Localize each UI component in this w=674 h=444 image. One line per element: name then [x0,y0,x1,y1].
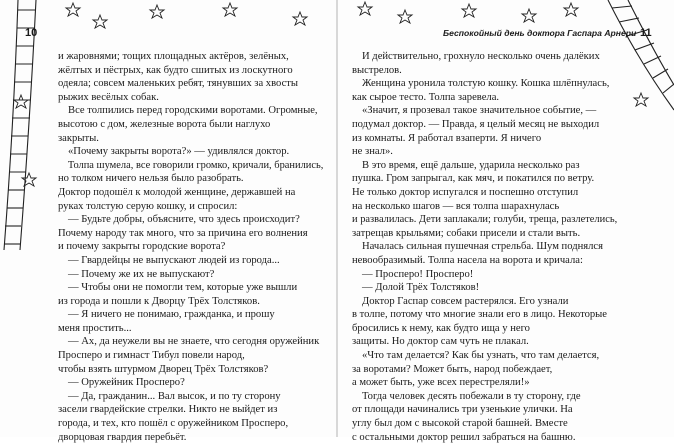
text-line: меня простить... [58,322,132,334]
text-line: защиты. Но доктор сам чуть не плакал. [352,336,529,348]
text-line: — Почему же их не выпускают? [68,268,215,280]
text-line: — Просперо! Просперо! [362,268,474,280]
text-line: жёлтых и пёстрых, как будто сшитых из лоскутного [58,64,293,76]
text-line: Доктор Гаспар совсем растерялся. Его узнали [362,295,569,307]
text-line: Доктор подошёл к молодой женщине, державшей на [58,186,296,198]
text-line: Почему народу так много, что за причина его волнения [58,227,308,239]
text-line: из города и пошли к Дворцу Трёх Толстяков. [58,295,260,307]
text-line: чтобы взять штурмом Дворец Трёх Толстяков? [58,363,269,375]
star-icon [522,9,536,22]
page-number-left: 10 [25,27,38,39]
text-line: — Гвардейцы не выпускают людей из города... [68,254,280,266]
text-line: дворцовая гвардия перебьёт. [58,431,187,443]
star-icon [150,5,164,18]
text-line: «Значит, я прозевал такое значительное событие, — [362,105,597,117]
text-line: рыжих весёлых собак. [58,91,159,103]
star-icon [564,3,578,16]
star-icon [66,3,80,16]
text-line: и почему закрыты городские ворота? [58,241,226,253]
star-icon [14,95,28,108]
star-icon [398,10,412,23]
text-line: от площади начинались три узенькие улички. На [352,404,573,416]
text-line: — Да, гражданин... Вал высок, и по ту сторону [68,390,281,402]
text-line: на несколько шагов — вся толпа шарахнулась [352,200,560,212]
star-icon [293,12,307,25]
page-number-right: 11 [640,27,652,39]
text-line: закрыты. [58,132,99,144]
star-icon [358,2,372,15]
text-line: В это время, ещё дальше, ударила несколько раз [362,159,580,171]
text-line: с остальными доктор решил забраться на башню. [352,431,576,443]
left-page-text [58,50,323,444]
star-icon [223,3,237,16]
text-line: углу был дом с высокой старой башней. Вместе [352,418,568,430]
star-icon [22,173,36,186]
text-line: невообразимый. Толпа насела на ворота и кричала: [352,254,583,266]
text-line: и развалилась. Дети заплакали; голуби, треща, разлетелись, [352,214,618,226]
text-line: но толком ничего нельзя было разобрать. [58,173,244,185]
text-line: — Я ничего не понимаю, гражданка, и прошу [68,309,275,321]
text-line: — Чтобы они не помогли тем, которые уже вышли [68,282,298,294]
text-line: руках толстую серую кошку, и спросил: [58,200,238,212]
text-line: засели гвардейские стрелки. Никто не выйдет из [58,404,278,416]
text-line: из комнаты. Я работал взаперти. Я ничего [352,132,542,144]
text-line: пушка. Гром запрыгал, как мяч, и покатился по ветру. [352,173,595,185]
text-line: в толпе, потому что многие знали его в лицо. Некоторые [352,309,607,321]
star-icon [93,15,107,28]
text-line: Просперо и гимнаст Тибул повели народ, [58,350,245,362]
text-line: одеяла; совсем маленьких ребят, тянувших за хвосты [58,78,299,90]
text-line: Женщина уронила толстую кошку. Кошка шлёпнулась, [362,78,610,90]
star-icon [634,93,648,106]
text-line: выстрелов. [352,64,402,76]
text-line: за воротами? Может быть, народ побеждает, [352,363,553,375]
text-line: Не только доктор испугался и поспешно отступил [352,186,579,198]
text-line: высотою с дом, железные ворота были наглухо [58,118,271,130]
text-line: как сырое тесто. Толпа заревела. [352,91,500,103]
text-line: бросились к нему, как будто ища у него [352,322,530,334]
text-line: — Долой Трёх Толстяков! [362,282,480,294]
text-line: Толпа шумела, все говорили громко, кричали, бранились, [67,159,324,171]
text-line: не знал». [352,146,393,158]
text-line: «Что там делается? Как бы узнать, что там делается, [362,350,600,362]
text-line: подумал доктор. — Правда, я целый месяц не выходил [352,118,600,130]
right-page-text [352,50,617,444]
text-line: затрещав крыльями; собаки присели и стали выть. [352,227,581,239]
star-icon [462,4,476,17]
text-line: Началась сильная пушечная стрельба. Шум поднялся [362,241,604,253]
text-line: Все толпились перед городскими воротами. Огромные, [68,105,318,117]
text-line: — Оружейник Просперо? [68,377,185,389]
text-line: и жаровнями; тощих площадных актёров, зелёных, [58,51,289,62]
text-line: города, и тех, кто пошёл с оружейником Просперо, [58,418,289,430]
text-line: а может быть, уже всех перестреляли!» [352,377,530,389]
text-line: Тогда человек десять побежали в ту сторону, где [362,390,581,402]
text-line: «Почему закрыты ворота?» — удивлялся доктор. [68,146,290,158]
text-line: — Будьте добры, объясните, что здесь происходит? [68,214,300,226]
text-line: — Ах, да неужели вы не знаете, что сегодня оружейник [68,336,320,348]
text-line: И действительно, грохнуло несколько очень далёких [362,51,600,62]
running-head: Беспокойный день доктора Гаспара Арнери [443,28,637,38]
